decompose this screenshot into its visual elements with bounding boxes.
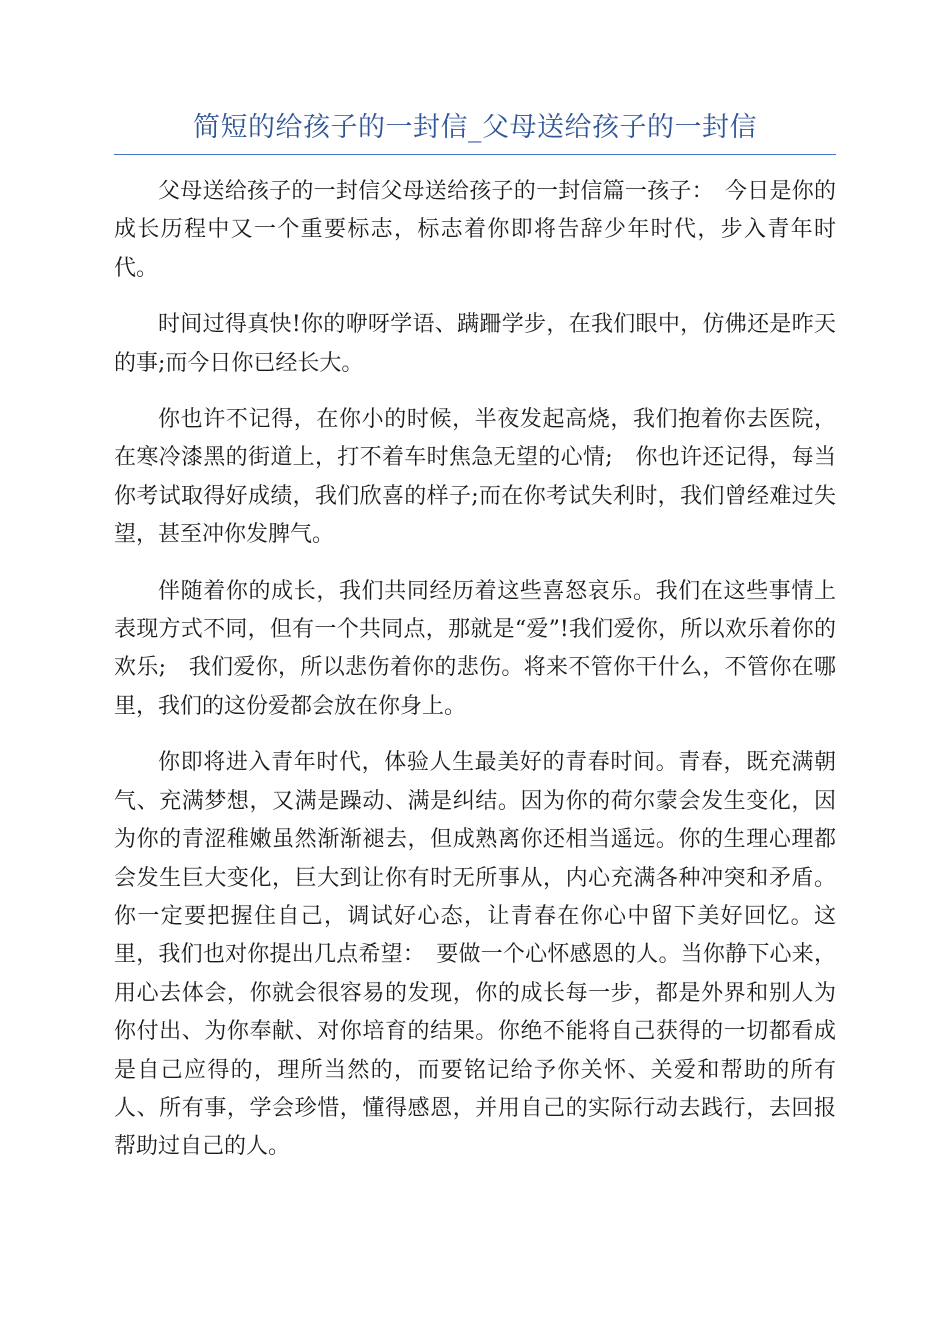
paragraph-1: 父母送给孩子的一封信父母送给孩子的一封信篇一孩子： 今日是你的成长历程中又一个重要标志，标志着你即将告辞少年时代，步入青年时代。 bbox=[114, 179, 836, 281]
document-title: 简短的给孩子的一封信_父母送给孩子的一封信 bbox=[193, 112, 757, 143]
title-underline bbox=[114, 154, 836, 155]
paragraph-4: 伴随着你的成长，我们共同经历着这些喜怒哀乐。我们在这些事情上表现方式不同，但有一个共同点，那就是“爱”!我们爱你，所以欢乐着你的欢乐; 我们爱你，所以悲伤着你的悲伤。将来不管你干什么，不管你在哪里，我们的这份爱都会放在你身上。 bbox=[114, 578, 836, 719]
paragraph-5: 你即将进入青年时代，体验人生最美好的青春时间。青春，既充满朝气、充满梦想，又满是躁动、满是纠结。因为你的荷尔蒙会发生变化，因为你的青涩稚嫩虽然渐渐褪去，但成熟离你还相当遥远。你的生理心理都会发生巨大变化，巨大到让你有时无所事从，内心充满各种冲突和矛盾。你一定要把握住自己，调试好心态，让青春在你心中留下美好回忆。这里，我们也对你提出几点希望： 要做一个心怀感恩的人。当你静下心来，用心去体会，你就会很容易的发现，你的成长每一步，都是外界和别人为你付出、为你奉献、对你培育的结果。你绝不能将自己获得的一切都看成是自己应得的，理所当然的，而要铭记给予你关怀、关爱和帮助的所有人、所有事，学会珍惜，懂得感恩，并用自己的实际行动去践行，去回报帮助过自己的人。 bbox=[114, 750, 836, 1160]
paragraph-2: 时间过得真快!你的咿呀学语、蹒跚学步，在我们眼中，仿佛还是昨天的事;而今日你已经长大。 bbox=[114, 312, 836, 376]
document-body bbox=[114, 173, 836, 1185]
paragraph-3: 你也许不记得，在你小的时候，半夜发起高烧，我们抱着你去医院，在寒冷漆黑的街道上，打不着车时焦急无望的心情; 你也许还记得，每当你考试取得好成绩，我们欣喜的样子;而在你考试失利时，我们曾经难过失望，甚至冲你发脾气。 bbox=[114, 407, 836, 548]
